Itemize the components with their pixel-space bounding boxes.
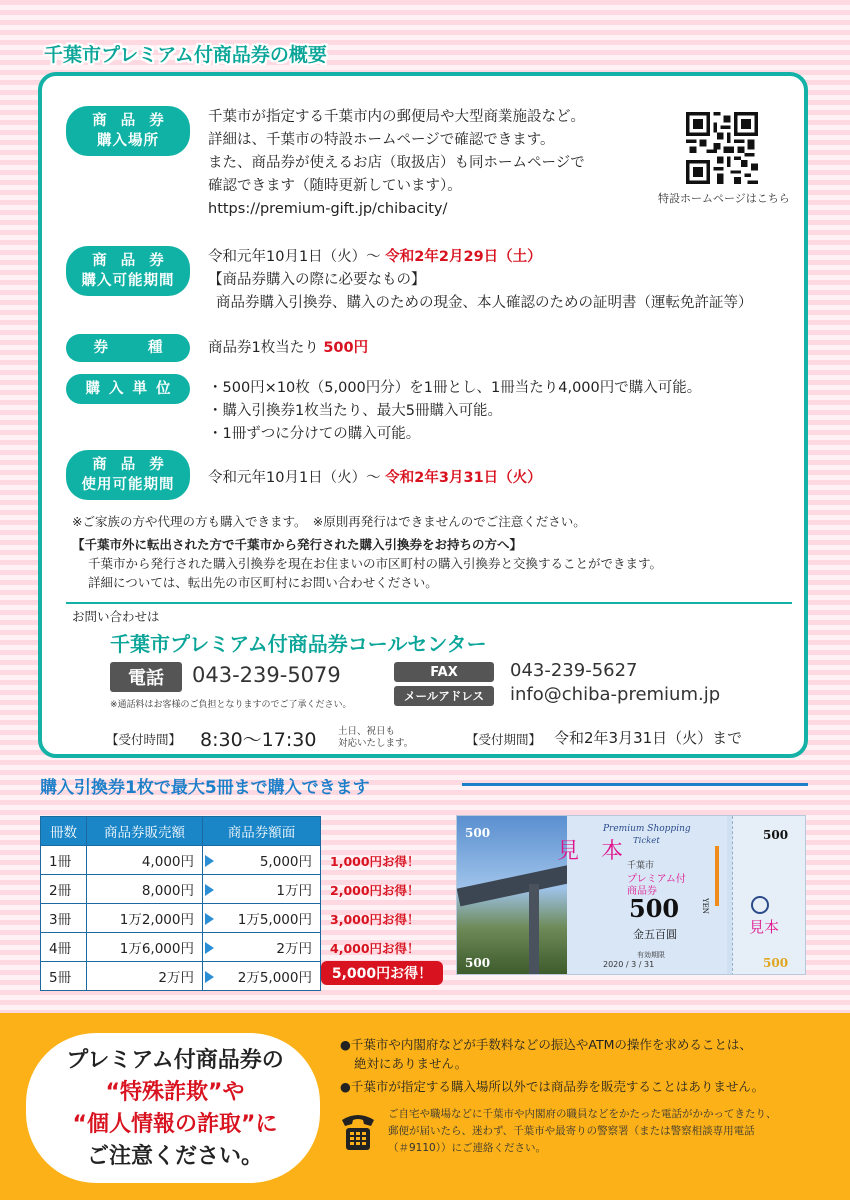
notes-block: ※ご家族の方や代理の方も購入できます。 ※原則再発行はできませんのでご注意ください。 【千葉市外に転出された方で千葉市から発行された購入引換券をお持ちの方へ】 千葉市から発行された購入引換券を現在お住まいの市区町村の購入引換券と交換することができます。 詳細については、転出先の市区町村にお問い合わせください。 (72, 514, 663, 590)
label-use-period: 商品券 使用可能期間 (66, 450, 190, 500)
ticket-corner-value-2: 500 (465, 956, 491, 970)
arrow-right-icon (205, 884, 214, 896)
tel-label: 電話 (110, 662, 182, 692)
ticket-expiry-label: 有効期限 (637, 951, 665, 959)
fax-label: FAX (394, 662, 494, 682)
warning-line-1: プレミアム付商品券の (66, 1048, 284, 1073)
arrow-right-icon (205, 971, 214, 983)
use-period-text: 令和元年10月1日（火）〜 令和2年3月31日（火） (208, 470, 542, 486)
period-label: 【受付期間】 (466, 732, 542, 747)
warning-contact-note: ご自宅や職場などに千葉市や内閣府の職員などをかたった電話がかかってきたり、 郵便が届いたら、迷わず、千葉市や最寄りの警察署（または警察相談専用電話 （＃9110））にご連絡ください。 (388, 1108, 777, 1154)
purchase-heading-line (462, 783, 808, 786)
table-row: 4冊 1万6,000円 2万円 (41, 933, 321, 962)
period-value: 令和2年3月31日（火）まで (554, 729, 743, 747)
ticket-stub-value: 500 (763, 828, 789, 842)
col-face: 商品券額面 (203, 817, 321, 846)
arrow-right-icon (205, 913, 214, 925)
warning-bullets: ●千葉市や内閣府などが手数料などの振込やATMの操作を求めることは、 絶対にありません。 ●千葉市が指定する購入場所以外では商品券を販売することはありません。 (340, 1037, 765, 1094)
ticket-mihon: 見 本 (557, 839, 624, 864)
ticket-yen: YEN (700, 898, 709, 914)
qr-caption: 特設ホームページはこちら (658, 192, 790, 205)
sample-ticket-image (456, 815, 806, 975)
label-purchase-period: 商品券 購入可能期間 (66, 246, 190, 296)
inquiry-label: お問い合わせは (72, 609, 160, 624)
warning-line-4: ご注意ください。 (86, 1144, 263, 1169)
table-row: 5冊 2万円 2万5,000円 (41, 962, 321, 991)
ticket-stub-value-2: 500 (763, 956, 789, 970)
tel-number[interactable]: 043-239-5079 (192, 663, 341, 687)
ticket-orange-bar (715, 846, 719, 906)
label-purchase-unit: 購入単位 (66, 374, 190, 404)
ticket-expiry: 2020 / 3 / 31 (603, 960, 655, 969)
ticket-name1: プレミアム付 (627, 874, 686, 885)
ticket-premium: Premium Shopping (603, 824, 691, 834)
ticket-stub-mihon: 見本 (749, 918, 780, 936)
purchase-heading: 購入引換券1枚で最大5冊まで購入できます (40, 778, 370, 798)
warning-line-3: “個人情報の詐取”に (72, 1112, 278, 1137)
gain-5: 5,000円お得！ (321, 961, 443, 985)
ticket-corner-value: 500 (465, 826, 491, 840)
warning-line-2: “特殊詐欺”や (105, 1080, 245, 1105)
qr-code-icon[interactable] (686, 112, 758, 184)
ticket-type-text: 商品券1枚当たり 500円 (208, 340, 369, 356)
gain-2: 2,000円お得！ (330, 883, 420, 898)
monorail-pillar (529, 884, 539, 975)
ticket-word: Ticket (633, 836, 660, 846)
ticket-value: 500 (629, 894, 680, 923)
gain-1: 1,000円お得！ (330, 854, 420, 869)
call-center-name: 千葉市プレミアム付商品券コールセンター (110, 632, 487, 656)
mail-label: メールアドレス (394, 686, 494, 706)
col-price: 商品券販売額 (87, 817, 203, 846)
ticket-name2: 商品券 (627, 886, 657, 897)
label-purchase-place: 商品券 購入場所 (66, 106, 190, 156)
purchase-unit-text: ・500円×10枚（5,000円分）を1冊とし、1冊当たり4,000円で購入可能。 ・購入引換券1枚当たり、最大5冊購入可能。 ・1冊ずつに分けての購入可能。 (208, 380, 702, 442)
mail-address[interactable]: info@chiba-premium.jp (510, 684, 721, 705)
col-count: 冊数 (41, 817, 87, 846)
label-ticket-type: 券種 (66, 334, 190, 362)
hours-note: 土日、祝日も 対応いたします。 (338, 726, 414, 749)
divider (66, 602, 792, 604)
ticket-city: 千葉市 (627, 861, 655, 871)
arrow-right-icon (205, 855, 214, 867)
table-row: 3冊 1万2,000円 1万5,000円 (41, 904, 321, 933)
fax-number: 043-239-5627 (510, 660, 638, 681)
purchase-period-text: 令和元年10月1日（火）〜 令和2年2月29日（土） 【商品券購入の際に必要なもの】 商品券購入引換券、購入のための現金、本人確認のための証明書（運転免許証等） (208, 249, 753, 311)
overview-box (38, 72, 808, 758)
table-row: 2冊 8,000円 1万円 (41, 875, 321, 904)
telephone-icon (338, 1110, 378, 1154)
gain-4: 4,000円お得！ (330, 941, 420, 956)
arrow-right-icon (205, 942, 214, 954)
hours-value: 8:30〜17:30 (200, 729, 317, 751)
price-table (40, 816, 321, 991)
gain-3: 3,000円お得！ (330, 912, 420, 927)
table-row: 1冊 4,000円 5,000円 (41, 846, 321, 875)
homepage-link[interactable]: https://premium-gift.jp/chibacity/ (208, 201, 448, 217)
purchase-place-text: 千葉市が指定する千葉市内の郵便局や大型商業施設など。 詳細は、千葉市の特設ホームページで確認できます。 また、商品券が使えるお店（取扱店）も同ホームページで 確認できます（随時更新しています）。 https://premium-gift.jp/chibacity/ (208, 106, 585, 221)
ticket-kanji: 金五百圓 (633, 928, 677, 941)
page-title: 千葉市プレミアム付商品券の概要 (44, 44, 327, 66)
city-emblem-icon (751, 896, 769, 914)
hours-label: 【受付時間】 (106, 732, 182, 747)
tel-note: ※通話料はお客様のご負担となりますのでご了承ください。 (110, 700, 352, 710)
